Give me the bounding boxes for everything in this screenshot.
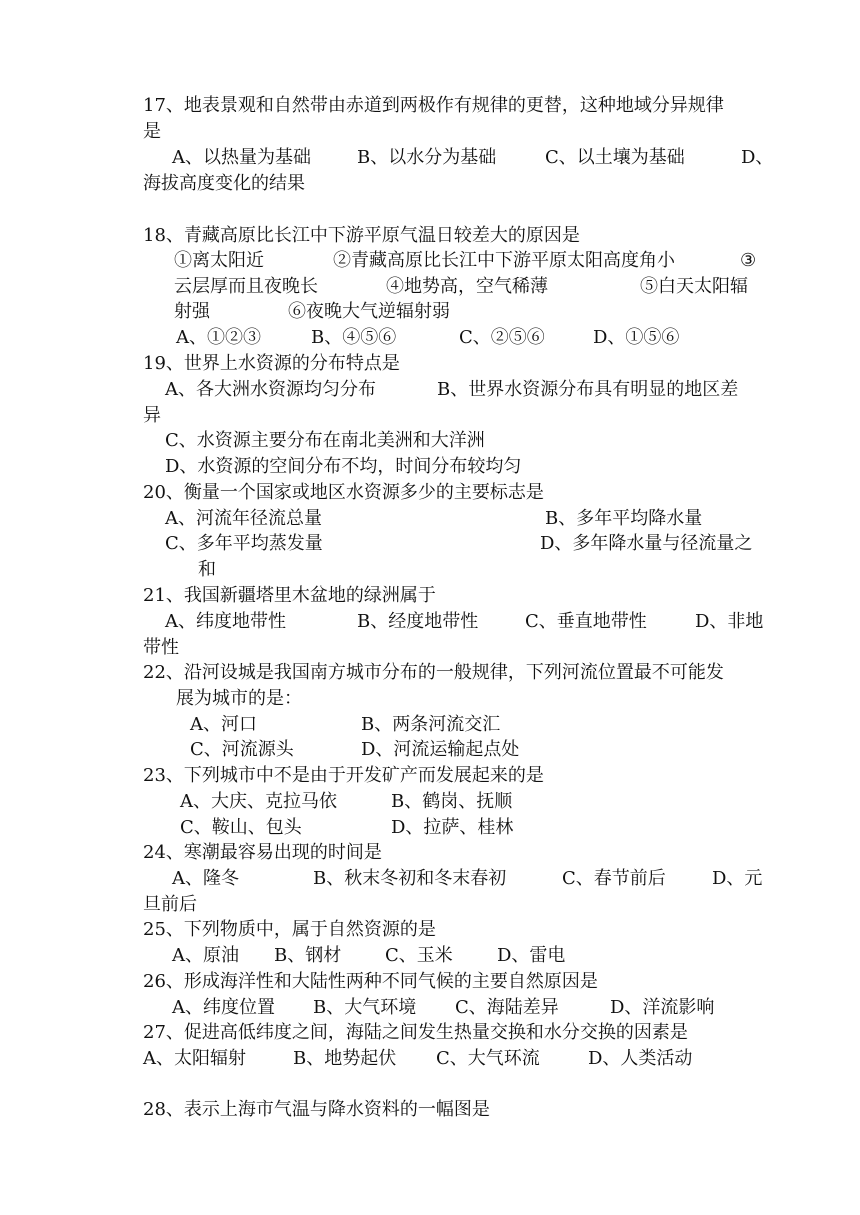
q23-option-c: C、鞍山、包头 — [180, 817, 302, 838]
q17-stem-line2: 是 — [143, 121, 161, 142]
q24-stem: 24、寒潮最容易出现的时间是 — [143, 842, 382, 863]
q20-option-b: B、多年平均降水量 — [545, 508, 703, 529]
q18-stem: 18、青藏高原比长江中下游平原气温日较差大的原因是 — [143, 225, 580, 246]
q20-stem: 20、衡量一个国家或地区水资源多少的主要标志是 — [143, 482, 544, 503]
q25-option-a: A、原油 — [172, 945, 239, 966]
q18-item-3-marker: ③ — [740, 250, 757, 271]
q26-stem: 26、形成海洋性和大陆性两种不同气候的主要自然原因是 — [143, 971, 598, 992]
q25-stem: 25、下列物质中，属于自然资源的是 — [143, 919, 436, 940]
q24-option-a: A、隆冬 — [172, 868, 239, 889]
q17-option-b: B、以水分为基础 — [357, 147, 497, 168]
q24-option-d-cont: 旦前后 — [143, 894, 197, 915]
q18-option-b: B、④⑤⑥ — [311, 327, 397, 348]
q20-option-c: C、多年平均蒸发量 — [165, 533, 323, 554]
q17-stem-line1: 17、地表景观和自然带由赤道到两极作有规律的更替，这种地域分异规律 — [143, 95, 724, 116]
q17-option-a: A、以热量为基础 — [172, 147, 311, 168]
q26-option-b: B、大气环境 — [313, 997, 417, 1018]
q24-option-b: B、秋末冬初和冬末春初 — [313, 868, 507, 889]
q24-option-c: C、春节前后 — [562, 868, 666, 889]
q21-stem: 21、我国新疆塔里木盆地的绿洲属于 — [143, 585, 436, 606]
q21-option-d-cont: 带性 — [143, 637, 179, 658]
q21-option-b: B、经度地带性 — [357, 611, 479, 632]
q18-option-c: C、②⑤⑥ — [459, 327, 545, 348]
q27-option-b: B、地势起伏 — [293, 1048, 397, 1069]
q18-item-1: ①离太阳近 — [174, 250, 264, 271]
q25-option-c: C、玉米 — [385, 945, 453, 966]
q19-option-b-cont: 异 — [143, 405, 161, 426]
q19-option-a: A、各大洲水资源均匀分布 — [165, 379, 376, 400]
q19-option-c: C、水资源主要分布在南北美洲和大洋洲 — [165, 430, 485, 451]
q22-option-d: D、河流运输起点处 — [361, 739, 520, 760]
q18-option-a: A、①②③ — [176, 327, 261, 348]
q26-option-a: A、纬度位置 — [172, 997, 275, 1018]
q27-option-c: C、大气环流 — [436, 1048, 540, 1069]
q27-option-a: A、太阳辐射 — [143, 1048, 246, 1069]
q21-option-c: C、垂直地带性 — [525, 611, 647, 632]
q26-option-c: C、海陆差异 — [455, 997, 559, 1018]
q18-item-5-cont: 射强 — [174, 301, 210, 322]
q27-option-d: D、人类活动 — [588, 1048, 693, 1069]
q19-option-d: D、水资源的空间分布不均，时间分布较均匀 — [165, 456, 522, 477]
q23-option-b: B、鹤岗、抚顺 — [391, 791, 513, 812]
q24-option-d: D、元 — [712, 868, 763, 889]
q19-stem: 19、世界上水资源的分布特点是 — [143, 353, 400, 374]
q18-item-5: ⑤白天太阳辐 — [640, 276, 748, 297]
q25-option-b: B、钢材 — [274, 945, 342, 966]
q27-stem: 27、促进高低纬度之间，海陆之间发生热量交换和水分交换的因素是 — [143, 1022, 688, 1043]
q17-option-c: C、以土壤为基础 — [545, 147, 685, 168]
q22-option-c: C、河流源头 — [190, 739, 294, 760]
q17-option-d: D、 — [741, 147, 774, 168]
q25-option-d: D、雷电 — [497, 945, 566, 966]
q20-option-a: A、河流年径流总量 — [165, 508, 322, 529]
q18-item-2: ②青藏高原比长江中下游平原太阳高度角小 — [333, 250, 675, 271]
q19-option-b: B、世界水资源分布具有明显的地区差 — [437, 379, 739, 400]
q22-option-a: A、河口 — [190, 714, 257, 735]
q18-item-6: ⑥夜晚大气逆辐射弱 — [288, 301, 450, 322]
q26-option-d: D、洋流影响 — [610, 997, 715, 1018]
q28-stem: 28、表示上海市气温与降水资料的一幅图是 — [143, 1099, 490, 1120]
q18-option-d: D、①⑤⑥ — [593, 327, 680, 348]
q17-option-d-cont: 海拔高度变化的结果 — [143, 173, 305, 194]
q22-option-b: B、两条河流交汇 — [361, 714, 501, 735]
q18-item-3: 云层厚而且夜晚长 — [174, 276, 318, 297]
q21-option-a: A、纬度地带性 — [165, 611, 286, 632]
q23-option-d: D、拉萨、桂林 — [391, 817, 514, 838]
q21-option-d: D、非地 — [695, 611, 764, 632]
q20-option-d-cont: 和 — [198, 559, 216, 580]
q22-stem-line2: 展为城市的是： — [176, 688, 302, 709]
q23-option-a: A、大庆、克拉马依 — [180, 791, 337, 812]
q20-option-d: D、多年降水量与径流量之 — [540, 533, 753, 554]
q23-stem: 23、下列城市中不是由于开发矿产而发展起来的是 — [143, 765, 544, 786]
q22-stem-line1: 22、沿河设城是我国南方城市分布的一般规律，下列河流位置最不可能发 — [143, 662, 724, 683]
q18-item-4: ④地势高，空气稀薄 — [386, 276, 548, 297]
